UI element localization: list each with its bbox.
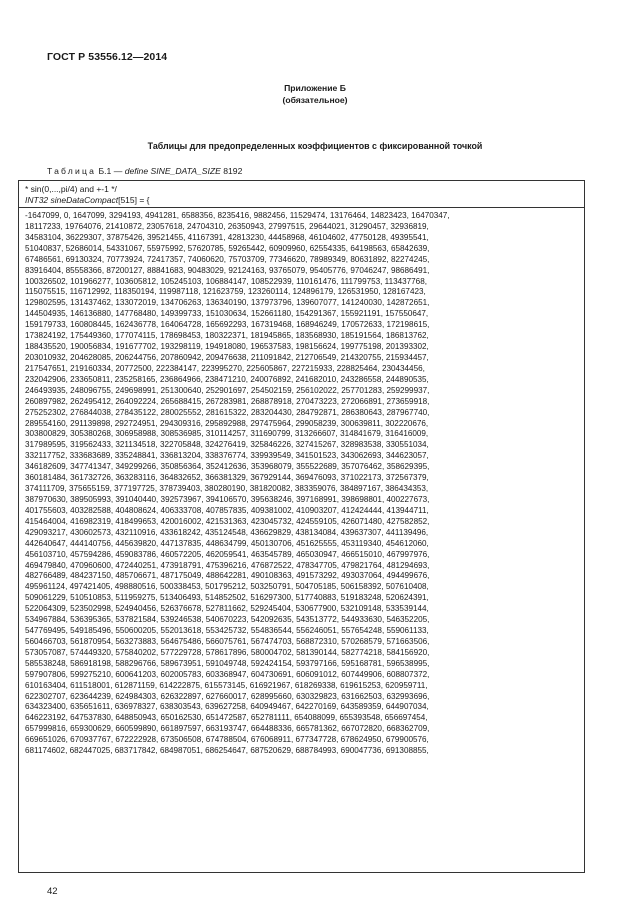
- code-line: 646223192, 647537830, 648850943, 650162530, 651472587, 652781111, 654088099, 655393548, 656697454,: [25, 713, 428, 723]
- code-line: 100326502, 101966277, 103605812, 105245103, 106884147, 108522939, 110161476, 111799753, 113437768,: [25, 276, 427, 286]
- code-declaration: [25, 195, 578, 206]
- code-table-body: [19, 208, 584, 757]
- code-line: 260897982, 262495412, 264092224, 265688415, 267283981, 268878918, 270473223, 272066891, 273659918,: [25, 396, 430, 406]
- table-caption-define: define SINE_DATA_SIZE: [124, 166, 221, 176]
- code-line: 317989595, 319562433, 321134518, 322705848, 324276419, 325846226, 327415267, 328983538, 330551034,: [25, 440, 429, 450]
- code-comment: * sin(0,...,pi/4) and +-1 */: [25, 184, 117, 194]
- code-line: 482766489, 484237150, 485706671, 487175049, 488642281, 490108363, 491573292, 493037064, 494499676,: [25, 571, 430, 581]
- code-line: 188435520, 190056834, 191677702, 193298119, 194918080, 196537583, 198156624, 199775198, 201393302,: [25, 342, 429, 352]
- code-line: 534967884, 536395365, 537821584, 539246538, 540670223, 542092635, 543513772, 544933630, 546352205,: [25, 615, 430, 625]
- code-line: 332117752, 333683689, 335248841, 336813204, 338376774, 339939549, 341501523, 343062693, 344623057,: [25, 451, 429, 461]
- code-line: 83916404, 85558366, 87200127, 88841683, 90483029, 92124163, 93765079, 95405776, 97046247, 98686491,: [25, 265, 430, 275]
- code-line: 657999816, 659300629, 660599890, 661897597, 663193747, 664488336, 665781362, 667072820, 668362709,: [25, 724, 430, 734]
- code-line: 360181484, 361732726, 363283116, 364832652, 366381329, 367929144, 369476093, 371022173, 372567379,: [25, 473, 429, 483]
- code-line: 217547651, 219160334, 20772500, 222384147, 223995270, 225605867, 227215933, 228825464, 230434456,: [25, 363, 425, 373]
- section-title: Таблицы для предопределенных коэффициентов с фиксированной точкой: [147, 141, 483, 151]
- code-declaration-rest: [515] = {: [118, 194, 150, 205]
- code-line: 610163404, 611518001, 612871159, 614222875, 615573145, 616921967, 618269338, 619615253, 620959711,: [25, 680, 428, 690]
- code-line: 374111709, 375655159, 377197725, 378739403, 380280190, 381820082, 383359076, 384897167, 386434353,: [25, 484, 429, 494]
- code-line: 573057087, 574449320, 575840202, 577229728, 578617896, 580004702, 581390144, 582774218, 584156920,: [25, 647, 430, 657]
- code-table: [18, 180, 585, 873]
- code-line: 681174602, 682447025, 683717842, 684987051, 686254647, 687520629, 688784993, 690047736, 691308855,: [25, 746, 429, 756]
- code-line: 115075515, 116712992, 118350194, 119987118, 121623759, 123260114, 124896179, 126531950, 128167423,: [25, 287, 426, 297]
- code-line: 232042906, 233650811, 235258165, 236864966, 238471210, 240076892, 241682010, 243286558, 244890535,: [25, 374, 429, 384]
- code-line: 275252302, 276844038, 278435122, 280025552, 281615322, 283204430, 284792871, 286380643, 287967740,: [25, 407, 430, 417]
- code-line: 67486561, 69130324, 70773924, 72417357, 74060620, 75703709, 77346620, 78989349, 80631892, 82274245,: [25, 254, 430, 264]
- code-line: 585538248, 586918198, 588296766, 589673951, 591049748, 592424154, 593797166, 595168781, 596538995,: [25, 658, 430, 668]
- table-caption: [47, 166, 242, 176]
- code-line: 144504935, 146136880, 147768480, 149399733, 151030634, 152661180, 154291367, 155921191, 157550647,: [25, 309, 429, 319]
- code-line: -1647099, 0, 1647099, 3294193, 4941281, 6588356, 8235416, 9882456, 11529474, 13176464, 14823423, 16470347,: [25, 211, 450, 220]
- code-line: 303800829, 305380268, 306958988, 308536985, 310114257, 311690799, 313266607, 314841679, 316416009,: [25, 429, 429, 439]
- document-header: ГОСТ Р 53556.12—2014: [47, 51, 168, 63]
- code-line: 429093217, 430602573, 432110916, 433618242, 435124548, 436629829, 438134084, 439637307, 441139496,: [25, 527, 429, 537]
- code-line: 522064309, 523502998, 524940456, 526376678, 527811662, 529245404, 530677900, 532109148, 533539144,: [25, 604, 429, 614]
- table-caption-size: 8192: [223, 166, 243, 176]
- code-line: 622302707, 623644239, 624984303, 626322897, 627660017, 628995660, 630329823, 631662503, 632993696,: [25, 691, 430, 701]
- code-line: 495961124, 497421405, 498880516, 500338453, 501795212, 503250791, 504705185, 506158392, 507610408,: [25, 582, 429, 592]
- code-line: 669651026, 670937767, 672222928, 673506508, 674788504, 676068911, 677347728, 678624950, 679900576,: [25, 735, 429, 745]
- code-line: 387970630, 389505993, 391040440, 392573967, 394106570, 395638246, 397168991, 398698801, 400227673,: [25, 494, 430, 504]
- code-line: 173824192, 175449360, 177074115, 178698453, 180322371, 181945865, 183568930, 185191564, 186813762,: [25, 331, 429, 341]
- code-line: 547769495, 549185496, 550600205, 552013618, 553425732, 554836544, 556246051, 557654248, 559061133,: [25, 626, 429, 636]
- code-line: 401755603, 403282588, 404808624, 406333708, 407857835, 409381002, 410903207, 412424444, 413944711,: [25, 505, 429, 515]
- code-line: 456103710, 457594286, 459083786, 460572205, 462059541, 463545789, 465030947, 466515010, 467997976,: [25, 549, 430, 559]
- appendix-subtitle: (обязательное): [282, 95, 348, 105]
- code-line: 203010932, 204628085, 206244756, 207860942, 209476638, 211091842, 212706549, 214320755, 215934457,: [25, 352, 429, 362]
- code-line: 415464004, 416982319, 418499653, 420016002, 421531363, 423045732, 424559105, 426071480, 427582852,: [25, 516, 430, 526]
- code-line: 442640647, 444140756, 445639820, 447137835, 448634799, 450130706, 451625555, 453119340, 454612060,: [25, 538, 429, 548]
- table-caption-number: Б.1 —: [98, 166, 123, 176]
- code-line: 51040837, 52686014, 54331067, 55975992, 57620785, 59265442, 60909960, 62554335, 64198563, 65842639,: [25, 243, 430, 253]
- code-line: 159179733, 160808445, 162436778, 164064728, 165692293, 167319468, 168946249, 170572633, 172198615,: [25, 320, 430, 330]
- code-line: 509061229, 510510853, 511959275, 513406493, 514852502, 516297300, 517740883, 519183248, 520624391,: [25, 593, 429, 603]
- code-table-header: [19, 181, 584, 208]
- code-declaration-type: INT32: [25, 194, 49, 205]
- code-line: 469479840, 470960600, 472440251, 473918791, 475396216, 476872522, 478347705, 479821764, 481294693,: [25, 560, 430, 570]
- code-line: 634323400, 635651611, 636978327, 638303543, 639627258, 640949467, 642270169, 643589359, 644907034,: [25, 702, 429, 712]
- code-line: 34583104, 36229307, 37875426, 39521455, 41167391, 42813230, 44458968, 46104602, 47750128, 49395541,: [25, 232, 429, 242]
- code-line: 246493935, 248096755, 249698991, 251300640, 252901697, 254502159, 256102022, 257701283, 259299937,: [25, 385, 430, 395]
- code-line: 560466703, 561870954, 563273883, 564675486, 566075761, 567474703, 568872310, 570268579, 571663506,: [25, 636, 430, 646]
- code-line: 129802595, 131437462, 133072019, 134706263, 136340190, 137973796, 139607077, 141240030, 142872651,: [25, 298, 430, 308]
- appendix-title: Приложение Б: [284, 83, 346, 93]
- page-number: 42: [47, 886, 58, 897]
- code-line: 18117233, 19764076, 21410872, 23057618, 24704310, 26350943, 27997515, 29644021, 31290457, 32936819,: [25, 221, 429, 231]
- code-line: 289554160, 291139898, 292724951, 294309316, 295892988, 297475964, 299058239, 300639811, 302220676,: [25, 418, 429, 428]
- code-declaration-name: sineDataCompact: [50, 194, 119, 205]
- code-line: 346182609, 347741347, 349299266, 350856364, 352412636, 353968079, 355522689, 357076462, 358629395,: [25, 462, 430, 472]
- table-caption-word: Таблица: [47, 166, 97, 176]
- code-line: 597907806, 599275210, 600641203, 602005783, 603368947, 604730691, 606091012, 607449906, 608807372,: [25, 669, 430, 679]
